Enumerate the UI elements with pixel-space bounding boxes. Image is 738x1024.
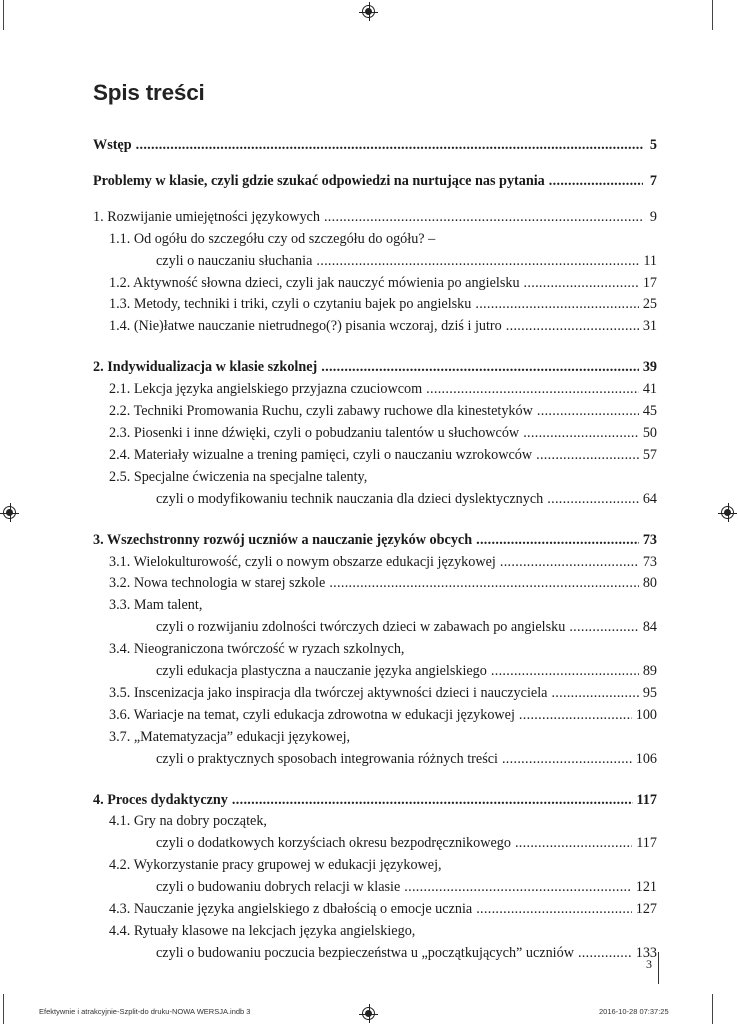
toc-page-number: 11 [643, 252, 657, 269]
crop-mark-top-right [712, 0, 713, 30]
dot-leader [537, 401, 639, 423]
toc-entry-title: 1.1. Od ogółu do szczegółu czy od szczegółu do ogółu? – [109, 230, 436, 247]
toc-entry-row [109, 251, 657, 273]
toc-entry-row [93, 790, 657, 812]
toc-entry-title: 3.6. Wariacje na temat, czyli edukacja zdrowotna w edukacji językowej [109, 706, 515, 723]
toc-entry-row [109, 423, 657, 445]
toc-entry-row [93, 135, 657, 157]
toc-entry[interactable] [93, 294, 657, 316]
toc-entry-title: 4.1. Gry na dobry początek, [109, 813, 267, 830]
toc-page-number: 73 [642, 553, 657, 570]
toc-page-number: 127 [635, 901, 657, 918]
toc-entry-row [109, 573, 657, 595]
toc-entry-subtitle: czyli o nauczaniu słuchania [156, 252, 313, 269]
toc-entry-title: 2.3. Piosenki i inne dźwięki, czyli o pobudzaniu talentów u słuchowców [109, 424, 520, 441]
dot-leader [536, 445, 639, 467]
toc-page-number: 95 [642, 684, 657, 701]
toc-entry-title: 1.3. Metody, techniki i triki, czyli o czytaniu bajek po angielsku [109, 296, 472, 313]
toc-entry[interactable] [93, 705, 657, 727]
toc-entry-subtitle: czyli o praktycznych sposobach integrowania różnych treści [156, 750, 498, 767]
dot-leader [475, 294, 638, 316]
registration-mark-icon [3, 506, 16, 519]
toc-entry-title: 1.2. Aktywność słowna dzieci, czyli jak nauczyć mówienia po angielsku [109, 274, 520, 291]
page-number-rule [658, 952, 659, 984]
toc-entry-row [109, 489, 657, 511]
toc-page-number: 117 [636, 791, 657, 808]
toc-entry-subtitle: czyli o budowaniu dobrych relacji w klasie [156, 879, 401, 896]
toc-entry-title: 1. Rozwijanie umiejętności językowych [93, 208, 320, 225]
toc-page-number: 7 [649, 172, 657, 189]
dot-leader [136, 135, 643, 157]
toc-section [93, 135, 657, 157]
toc-entry-title: 4.3. Nauczanie języka angielskiego z dbałością o emocje ucznia [109, 901, 473, 918]
toc-section [93, 530, 657, 771]
dot-leader [324, 207, 643, 229]
toc-page-number: 5 [649, 137, 657, 153]
dot-leader [569, 617, 639, 639]
toc-entry[interactable] [93, 552, 657, 574]
toc-entry-row [109, 899, 657, 921]
toc-entry-row [109, 316, 657, 338]
toc-entry-title: 3.3. Mam talent, [109, 597, 203, 614]
toc-section [93, 207, 657, 338]
toc-page-number: 80 [642, 575, 657, 592]
dot-leader [502, 749, 632, 771]
toc-entry-title: 3. Wszechstronny rozwój uczniów a nauczanie języków obcych [93, 531, 473, 548]
toc-entry[interactable] [93, 423, 657, 445]
dot-leader [404, 877, 631, 899]
toc-entry[interactable] [93, 573, 657, 595]
dot-leader [321, 357, 639, 379]
dot-leader [476, 899, 632, 921]
toc-entry-row [109, 833, 657, 855]
toc-entry[interactable] [93, 273, 657, 295]
toc-entry-row [109, 943, 657, 965]
toc-page-number: 50 [642, 424, 657, 441]
dot-leader [578, 943, 632, 965]
toc-entry-title: 4.2. Wykorzystanie pracy grupowej w edukacji językowej, [109, 857, 442, 874]
toc-entry-title: 2.1. Lekcja języka angielskiego przyjazna czuciowcom [109, 381, 423, 398]
toc-entry[interactable] [93, 467, 657, 511]
toc-entry[interactable] [93, 530, 657, 552]
toc-entry-title: 3.7. „Matematyzacja” edukacji językowej, [109, 728, 351, 745]
toc-entry[interactable] [93, 316, 657, 338]
toc-page-number: 89 [642, 663, 657, 680]
toc-entry[interactable] [93, 401, 657, 423]
toc-entry-title: 3.4. Nieograniczona twórczość w ryzach szkolnych, [109, 641, 405, 658]
toc-page-number: 17 [642, 274, 657, 291]
toc-entry-title: 4.4. Rytuały klasowe na lekcjach języka angielskiego, [109, 923, 416, 939]
page-title: Spis treści [93, 80, 205, 105]
toc-entry-row [109, 273, 657, 295]
toc-section [93, 790, 657, 965]
toc-entry-row [109, 661, 657, 683]
toc-entry-title: 4. Proces dydaktyczny [93, 791, 228, 808]
toc-entry[interactable] [93, 899, 657, 921]
toc-entry-subtitle: czyli o rozwijaniu zdolności twórczych dzieci w zabawach po angielsku [156, 619, 566, 636]
toc-entry-row [109, 683, 657, 705]
toc-entry-subtitle: czyli edukacja plastyczna a nauczanie języka angielskiego [156, 663, 487, 680]
toc-page-number: 117 [636, 835, 657, 852]
toc-page-number: 73 [642, 531, 657, 548]
dot-leader [549, 171, 643, 193]
registration-mark-icon [362, 1007, 375, 1020]
crop-mark-bottom-left [3, 994, 4, 1024]
toc-entry[interactable] [93, 229, 657, 273]
toc-entry-subtitle: czyli o dodatkowych korzyściach okresu bezpodręcznikowego [156, 835, 511, 852]
crop-mark-bottom-right [712, 994, 713, 1024]
toc-entry-row [93, 530, 657, 552]
dot-leader [329, 573, 639, 595]
dot-leader [506, 316, 639, 338]
dot-leader [524, 273, 639, 295]
toc-entry-row [109, 552, 657, 574]
dot-leader [500, 552, 639, 574]
toc-entry-title: 3.2. Nowa technologia w starej szkole [109, 575, 326, 592]
toc-entry[interactable] [93, 445, 657, 467]
toc-entry[interactable] [93, 595, 657, 639]
toc-entry-row [109, 617, 657, 639]
toc-entry[interactable] [93, 357, 657, 379]
toc-page-number: 45 [642, 403, 657, 420]
toc-entry[interactable] [93, 639, 657, 683]
toc-entry-row [93, 357, 657, 379]
toc-page-number: 84 [642, 619, 657, 636]
toc-entry[interactable] [93, 921, 657, 965]
toc-entry-title: 2.5. Specjalne ćwiczenia na specjalne talenty, [109, 468, 368, 485]
toc-page-number: 100 [635, 706, 657, 723]
toc-page-number: 106 [635, 750, 657, 767]
dot-leader [547, 489, 639, 511]
table-of-contents [93, 135, 657, 984]
toc-page-number: 57 [642, 446, 657, 463]
toc-entry-title: Wstęp [93, 137, 132, 153]
dot-leader [551, 683, 638, 705]
toc-page-number: 41 [642, 381, 657, 398]
dot-leader [515, 833, 632, 855]
toc-page-number: 64 [642, 490, 657, 507]
toc-entry-row [109, 749, 657, 771]
toc-entry[interactable] [93, 379, 657, 401]
toc-entry[interactable] [93, 171, 657, 193]
toc-page-number: 31 [642, 318, 657, 335]
crop-mark-top-left [3, 0, 4, 30]
toc-entry-row [93, 171, 657, 193]
toc-entry-row [109, 877, 657, 899]
dot-leader [491, 661, 639, 683]
registration-mark-icon [362, 5, 375, 18]
footer-timestamp: 2016-10-28 07:37:25 [599, 1007, 669, 1016]
dot-leader [523, 423, 639, 445]
toc-page-number: 9 [649, 208, 657, 225]
toc-entry-row [109, 379, 657, 401]
toc-entry-row [109, 401, 657, 423]
toc-entry-subtitle: czyli o modyfikowaniu technik nauczania dla dzieci dyslektycznych [156, 490, 544, 507]
toc-entry[interactable] [93, 135, 657, 157]
toc-page-number: 133 [635, 944, 657, 961]
toc-entry-title: 3.1. Wielokulturowość, czyli o nowym obszarze edukacji językowej [109, 553, 496, 570]
toc-entry-title: 2.4. Materiały wizualne a trening pamięci, czyli o nauczaniu wzrokowców [109, 446, 533, 463]
toc-entry[interactable] [93, 727, 657, 771]
toc-entry-row [109, 705, 657, 727]
toc-page-number: 25 [642, 296, 657, 313]
dot-leader [476, 530, 639, 552]
toc-entry-subtitle: czyli o budowaniu poczucia bezpieczeństwa u „początkujących” uczniów [156, 944, 574, 961]
toc-entry[interactable] [93, 683, 657, 705]
toc-entry-title: 1.4. (Nie)łatwe nauczanie nietrudnego(?) pisania wczoraj, dziś i jutro [109, 318, 502, 335]
dot-leader [519, 705, 632, 727]
toc-entry-title: 2. Indywidualizacja w klasie szkolnej [93, 359, 318, 376]
toc-page-number: 121 [635, 879, 657, 896]
page-number: 3 [646, 957, 652, 971]
dot-leader [232, 790, 633, 812]
toc-entry[interactable] [93, 811, 657, 855]
toc-entry-row [93, 207, 657, 229]
toc-entry[interactable] [93, 855, 657, 899]
dot-leader [316, 251, 639, 273]
toc-entry-title: 3.5. Inscenizacja jako inspiracja dla twórczej aktywności dzieci i nauczyciela [109, 684, 548, 701]
registration-mark-icon [721, 506, 734, 519]
toc-entry-title: Problemy w klasie, czyli gdzie szukać odpowiedzi na nurtujące nas pytania [93, 172, 545, 189]
toc-entry[interactable] [93, 790, 657, 812]
toc-page-number: 39 [642, 359, 657, 376]
toc-entry-row [109, 445, 657, 467]
toc-entry-row [109, 294, 657, 316]
toc-section [93, 357, 657, 510]
toc-entry-title: 2.2. Techniki Promowania Ruchu, czyli zabawy ruchowe dla kinestetyków [109, 403, 533, 420]
toc-section [93, 171, 657, 193]
dot-leader [426, 379, 639, 401]
footer-file-name: Efektywnie i atrakcyjnie-Szplit-do druku-NOWA WERSJA.indb 3 [39, 1007, 251, 1016]
toc-entry[interactable] [93, 207, 657, 229]
